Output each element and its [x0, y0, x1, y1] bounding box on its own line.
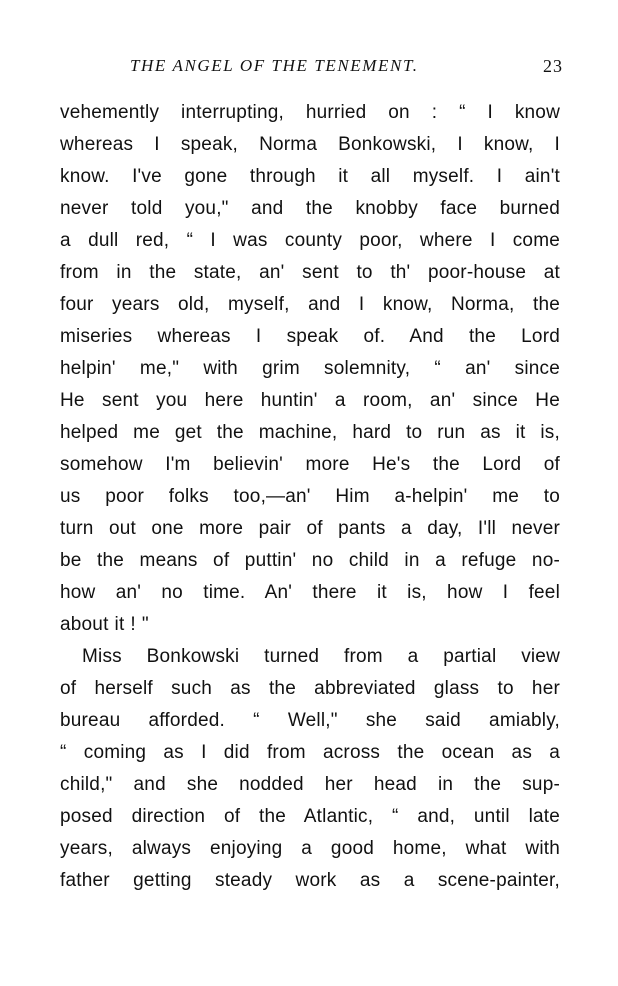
text-line: never told you," and the knobby face burned — [60, 198, 560, 219]
text-line: of herself such as the abbreviated glass to her — [60, 678, 560, 699]
text-line: Miss Bonkowski turned from a partial view — [82, 646, 560, 667]
paragraph-1 — [60, 97, 560, 641]
text-line: vehemently interrupting, hurried on : “ I know — [60, 102, 560, 123]
paragraph-2 — [60, 641, 560, 897]
body-text — [60, 97, 560, 897]
text-line: us poor folks too,—an' Him a-helpin' me to — [60, 486, 560, 507]
running-head — [60, 52, 563, 82]
text-line: “ coming as I did from across the ocean as a — [60, 742, 560, 763]
text-line: father getting steady work as a scene-painter, — [60, 870, 560, 891]
text-line: child," and she nodded her head in the sup- — [60, 774, 560, 795]
text-line: know. I've gone through it all myself. I ain't — [60, 166, 560, 187]
text-line: be the means of puttin' no child in a refuge no- — [60, 550, 560, 571]
running-title: THE ANGEL OF THE TENEMENT. — [130, 56, 419, 75]
text-line: how an' no time. An' there it is, how I feel — [60, 582, 560, 603]
text-line: four years old, myself, and I know, Norma, the — [60, 294, 560, 315]
text-line: bureau afforded. “ Well," she said amiably, — [60, 710, 560, 731]
page-number: 23 — [543, 56, 563, 76]
text-line: miseries whereas I speak of. And the Lord — [60, 326, 560, 347]
text-line: from in the state, an' sent to th' poor-house at — [60, 262, 560, 283]
text-line: posed direction of the Atlantic, “ and, until late — [60, 806, 560, 827]
text-line: helped me get the machine, hard to run as it is, — [60, 422, 560, 443]
text-line: years, always enjoying a good home, what with — [60, 838, 560, 859]
text-line: helpin' me," with grim solemnity, “ an' since — [60, 358, 560, 379]
text-line: a dull red, “ I was county poor, where I come — [60, 230, 560, 251]
text-line: whereas I speak, Norma Bonkowski, I know, I — [60, 134, 560, 155]
text-line: somehow I'm believin' more He's the Lord of — [60, 454, 560, 475]
text-line: about it ! " — [60, 614, 149, 635]
text-line: turn out one more pair of pants a day, I'll never — [60, 518, 560, 539]
text-line: He sent you here huntin' a room, an' since He — [60, 390, 560, 411]
